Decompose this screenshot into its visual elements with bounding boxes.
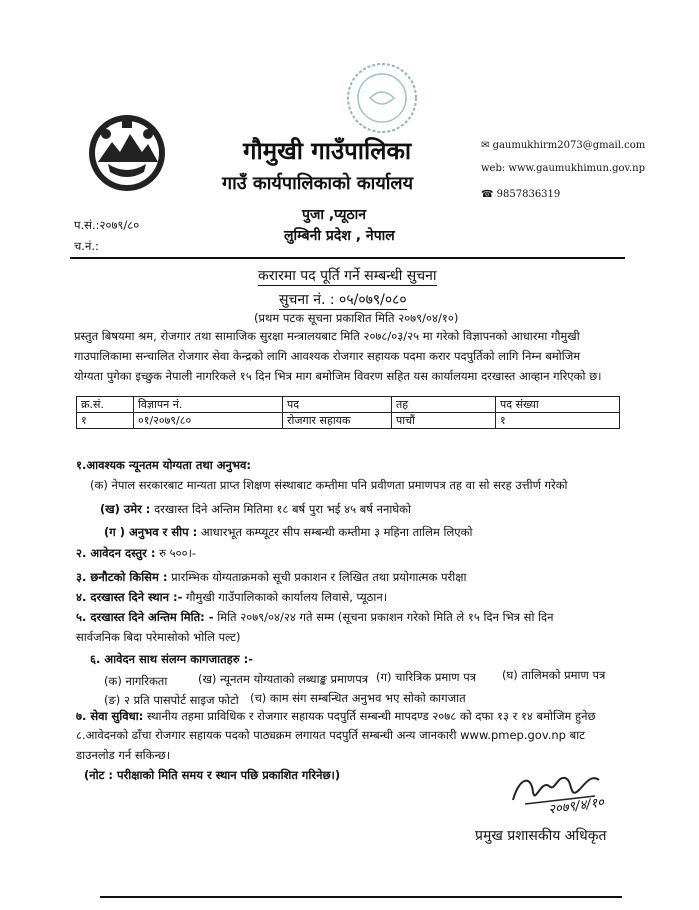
org-title: गौमुखी गाउँपालिका [243,137,412,165]
section-1c-text: आधारभूत कम्प्यूटर सीप सम्बन्धी कम्तीमा ३ महिना तालिम लिएको [197,525,473,539]
doc-item-transcript: (ख) न्यूनतम योग्यताको लब्धाङ्क प्रमाणपत्र [198,672,369,686]
header-cell: पद [283,397,392,413]
section-8-line-2: डाउनलोड गर्न सकिन्छ। [76,748,171,762]
email-text: gaumukhirm2073@gmail.com [492,140,646,151]
section-7-label: ७. सेवा सुविधा: [76,709,144,723]
doc-item-experience: (च) काम संग सम्बन्धित अनुभव भए सोको कागजात [250,691,466,705]
header-cell: तह [392,397,496,413]
office-location: पुजा ,प्यूठान [302,207,367,223]
table-cell: १ [77,413,134,429]
section-4 [76,588,387,607]
office-province: लुम्बिनी प्रदेश , नेपाल [284,228,395,244]
section-2-label: २. आवेदन दस्तुर : [76,546,156,560]
section-4-text: गौमुखी गाउँपालिकाको कार्यालय लिवासे, प्यूठान। [182,590,388,604]
section-7 [76,707,596,726]
table-cell: पाचौं [392,413,496,429]
section-5 [76,608,554,627]
header-divider [70,257,625,259]
section-1c-label: (ग ) अनुभव र सीप : [104,525,198,539]
emblem-logo [86,112,168,194]
section-8-line-1: ८.आवेदनको ढाँचा रोजगार सहायक पदको पाठ्यक्रम लगायत पदपुर्ति सम्बन्धी अन्य जानकारी www.pmep.gov.np बाट [76,728,585,742]
dispatch-number: च.नं.: [74,239,99,253]
intro-line-3: योग्यता पुगेका इच्छुक नेपाली नागरिकले १५ दिन भित्र माग बमोजिम विवरण सहित यस कार्यालयमा दरखास्त आव्हान गरिएको छ। [74,369,602,383]
section-1b [100,500,411,519]
section-7-text: स्थानीय तहमा प्राविधिक र रोजगार सहायक पदपुर्ति सम्बन्धी मापदण्ड २०७८ को दफा १३ र १४ बमोजिम हुनेछ [143,709,596,723]
phone-line [481,189,560,200]
office-subtitle: गाउँ कार्यपालिकाको कार्यालय [222,173,414,194]
table-cell: १ [496,413,620,429]
phone-text: 9857836319 [496,189,561,200]
doc-item-citizenship: (क) नागरिकता [104,674,168,688]
table-header-row [77,397,620,413]
table-cell: ०१/२०७९/८० [134,413,283,429]
website-text: web: www.gaumukhimun.gov.np [481,163,645,174]
section-6-title: ६. आवेदन साथ संलग्न कागजातहरु :- [90,652,253,666]
section-1a: (क) नेपाल सरकारबाट मान्यता प्राप्त शिक्षण संस्थाबाट कम्तीमा पनि प्रवीणता प्रमाणपत्र तह वा सो सरह उत्तीर्ण गरेको [90,478,568,492]
signature-date: २०७९/४/१० [547,795,606,818]
email-line [481,140,645,151]
intro-line-1: प्रस्तुत बिषयमा श्रम, रोजगार तथा सामाजिक सुरक्षा मन्त्रालयबाट मिति २०७८/०३/२५ मा गरेको विज्ञापनको आधारमा गौमुखी [74,329,580,343]
signatory-title: प्रमुख प्रशासकीय अधिकृत [475,828,607,844]
doc-item-photo: (ङ) २ प्रति पासपोर्ट साइज फोटो [104,693,239,707]
section-5-label: ५. दरखास्त दिने अन्तिम मिति: - [76,610,214,624]
header-cell: विज्ञापन नं. [134,397,283,413]
exam-note: (नोट : परीक्षाको मिति समय र स्थान पछि प्रकाशित गरिनेछ।) [84,768,341,782]
section-2-text: रु ५००।- [155,546,197,560]
section-3-label: ३. छनौटको किसिम : [76,570,168,584]
notice-number: सुचना नं. : ०५/०७९/०८० [279,292,407,308]
section-1b-text: दरखास्त दिने अन्तिम मितिमा १८ बर्ष पुरा भई ४५ बर्ष ननाघेको [150,502,411,516]
section-5-text: मिति २०७९/०४/२४ गते सम्म (सूचना प्रकाशन गरेको मिति ले १५ दिन भित्र सो दिन [213,610,554,624]
header-cell: क्र.सं. [77,397,134,413]
section-3 [76,568,466,587]
footer-divider [100,896,622,898]
table-cell: रोजगार सहायक [283,413,392,429]
doc-item-training: (घ) तालिमको प्रमाण पत्र [502,668,606,682]
section-2 [76,544,196,563]
notice-heading: करारमा पद पूर्ति गर्ने सम्बन्धी सुचना [258,268,437,284]
intro-line-2: गाउपालिकामा सन्चालित रोजगार सेवा केन्द्रको लागि आवश्यक रोजगार सहायक पदमा करार पदपुर्तिको लागि निम्न बमोजिम [74,349,581,363]
section-1-title: १.आवश्यक न्यूनतम योग्यता तथा अनुभव: [76,458,251,472]
section-3-text: प्रारम्भिक योग्यताक्रमको सूची प्रकाशन र लिखित तथा प्रयोगात्मक परीक्षा [167,570,467,584]
mail-icon: ✉ [481,140,493,151]
doc-item-character: (ग) चारित्रिक प्रमाण पत्र [376,670,477,684]
section-4-label: ४. दरखास्त दिने स्थान :- [76,590,183,604]
section-5-continued: सार्वजनिक बिदा परेमासोको भोलि पल्ट) [76,630,241,644]
header-cell: पद संख्या [496,397,620,413]
section-1c [104,523,472,542]
office-stamp [342,58,422,138]
positions-table [76,396,620,429]
publish-note: (प्रथम पटक सूचना प्रकाशित मिति २०७९/०४/१०) [254,311,459,325]
phone-icon: ☎ [481,189,497,200]
section-1b-label: (ख) उमेर : [100,502,151,516]
table-row [77,413,620,429]
reference-number: प.सं.:२०७९/८० [74,218,140,232]
